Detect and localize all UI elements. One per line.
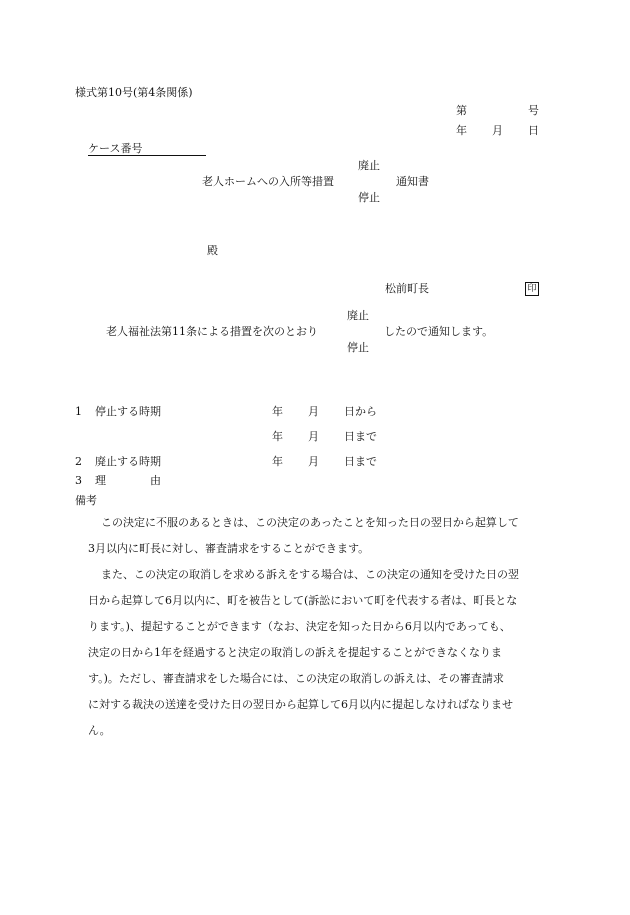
- sender-name: 松前町長: [385, 282, 429, 295]
- seal-mark: 印: [525, 282, 539, 296]
- remarks-p2-line7: ん。: [88, 724, 111, 737]
- item-1-until-year: 年: [272, 430, 283, 443]
- item-1-from-year: 年: [272, 405, 283, 418]
- title-option-abolish: 廃止: [358, 159, 380, 172]
- item-1-from-day: 日から: [344, 405, 377, 418]
- case-number-label: ケース番号: [88, 142, 143, 155]
- item-2-day: 日まで: [344, 455, 377, 468]
- document-title-suffix: 通知書: [396, 175, 429, 188]
- doc-number-dai: 第: [456, 104, 467, 117]
- item-2-number: 2: [75, 455, 82, 468]
- item-1-until-month: 月: [308, 430, 319, 443]
- remarks-p2-line4: 決定の日から1年を経過すると決定の取消しの訴えを提起することができなくなりま: [88, 646, 502, 659]
- remarks-p1-line2: 3月以内に町長に対し、審査請求をすることができます。: [88, 542, 370, 555]
- date-month: 月: [492, 124, 503, 137]
- remarks-p2-line6: に対する裁決の送達を受けた日の翌日から起算して6月以内に提起しなければなりませ: [88, 698, 513, 711]
- addressee-honorific: 殿: [207, 244, 218, 257]
- item-1-number: 1: [75, 405, 82, 418]
- remarks-p2-line2: 日から起算して6月以内に、町を被告として(訴訟において町を代表する者は、町長とな: [88, 594, 518, 607]
- item-2-label: 廃止する時期: [95, 455, 161, 468]
- item-2-year: 年: [272, 455, 283, 468]
- item-1-until-day: 日まで: [344, 430, 377, 443]
- statement-suffix: したので通知します。: [384, 325, 494, 338]
- remarks-p2-line3: ります。)、提起することができます（なお、決定を知った日から6月以内であっても、: [88, 620, 511, 633]
- item-3-label: 理 由: [95, 474, 161, 487]
- item-1-label: 停止する時期: [95, 405, 161, 418]
- document-title: 老人ホームへの入所等措置: [202, 175, 334, 188]
- statement-option-abolish: 廃止: [347, 309, 369, 322]
- remarks-p2-line5: す。)。ただし、審査請求をした場合には、この決定の取消しの訴えは、その審査請求: [88, 672, 504, 685]
- item-2-month: 月: [308, 455, 319, 468]
- item-3-number: 3: [75, 474, 82, 487]
- remarks-p2-line1: また、この決定の取消しを求める訴えをする場合は、この決定の通知を受けた日の翌: [101, 568, 519, 581]
- case-number-underline: [88, 155, 206, 156]
- statement-text: 老人福祉法第11条による措置を次のとおり: [106, 325, 318, 338]
- date-day: 日: [528, 124, 539, 137]
- title-option-suspend: 停止: [358, 191, 380, 204]
- form-number-label: 様式第10号(第4条関係): [75, 86, 193, 99]
- item-1-from-month: 月: [308, 405, 319, 418]
- date-year: 年: [456, 124, 467, 137]
- doc-number-go: 号: [528, 104, 539, 117]
- statement-option-suspend: 停止: [347, 341, 369, 354]
- remarks-heading: 備考: [75, 494, 97, 507]
- remarks-p1-line1: この決定に不服のあるときは、この決定のあったことを知った日の翌日から起算して: [101, 516, 519, 529]
